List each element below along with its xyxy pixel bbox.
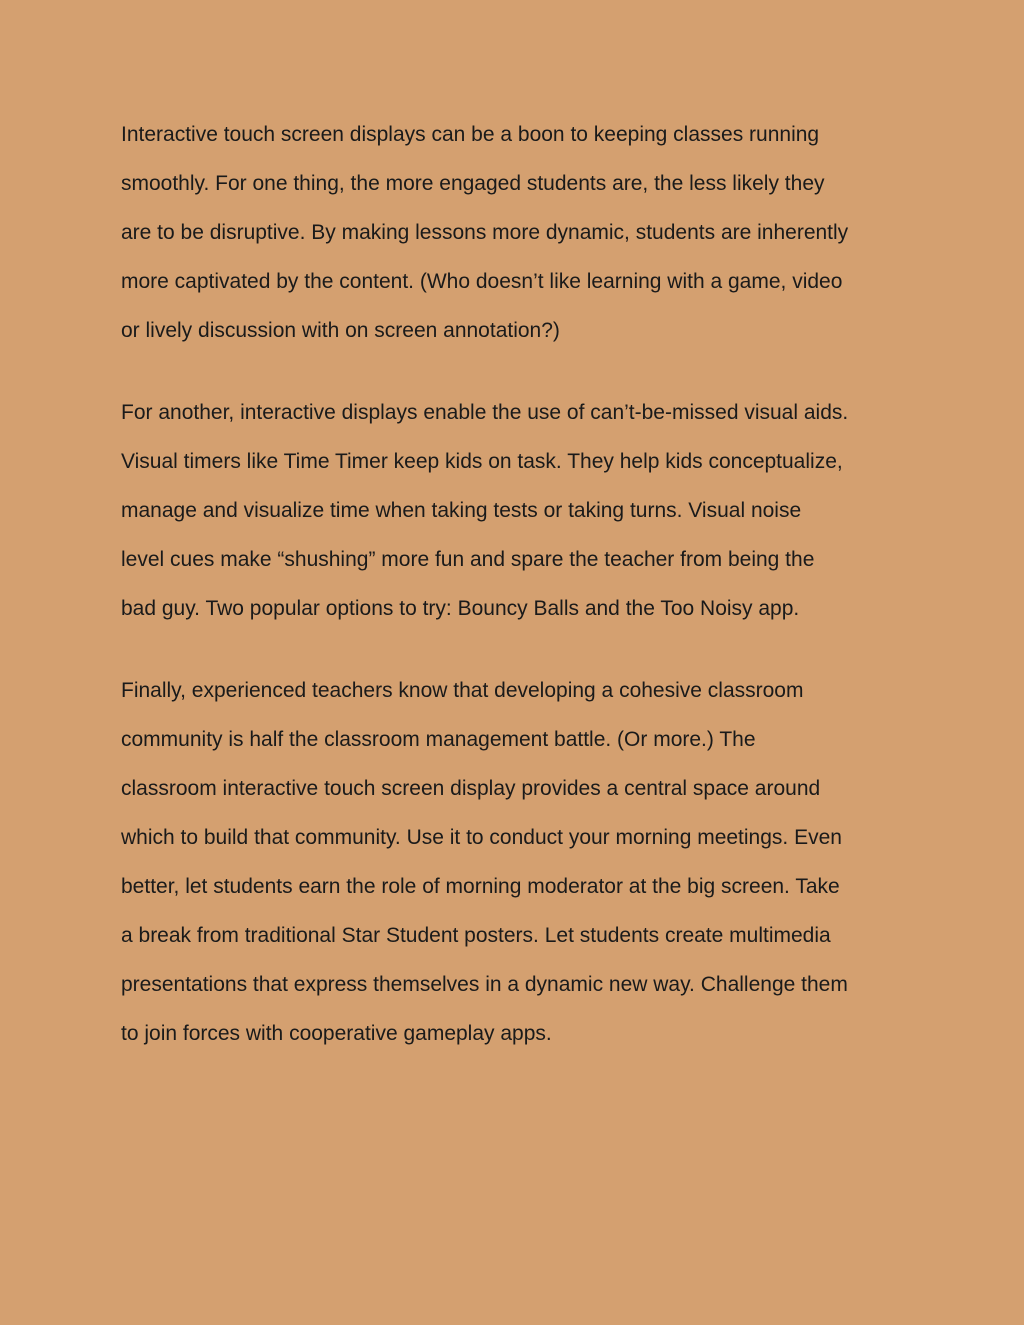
text-line: community is half the classroom management battle. (Or more.) The [121,728,756,751]
text-line: better, let students earn the role of morning moderator at the big screen. Take [121,875,840,898]
text-line: Visual timers like Time Timer keep kids on task. They help kids conceptualize, [121,450,843,473]
paragraph-1 [121,110,904,355]
text-line: level cues make “shushing” more fun and spare the teacher from being the [121,548,815,571]
text-line: manage and visualize time when taking tests or taking turns. Visual noise [121,499,802,522]
text-line: a break from traditional Star Student posters. Let students create multimedia [121,924,831,947]
text-line: more captivated by the content. (Who doesn’t like learning with a game, video [121,270,843,293]
text-line: classroom interactive touch screen display provides a central space around [121,777,821,800]
text-line: For another, interactive displays enable the use of can’t-be-missed visual aids. [121,401,849,424]
text-line: Finally, experienced teachers know that developing a cohesive classroom [121,679,804,702]
text-line: to join forces with cooperative gameplay apps. [121,1022,552,1045]
text-line: bad guy. Two popular options to try: Bouncy Balls and the Too Noisy app. [121,597,800,620]
paragraph-2 [121,388,904,633]
text-line: Interactive touch screen displays can be a boon to keeping classes running [121,123,820,146]
text-line: which to build that community. Use it to conduct your morning meetings. Even [121,826,842,849]
text-line: smoothly. For one thing, the more engaged students are, the less likely they [121,172,825,195]
text-line: are to be disruptive. By making lessons more dynamic, students are inherently [121,221,849,244]
paragraph-3 [121,666,904,1058]
text-line: presentations that express themselves in a dynamic new way. Challenge them [121,973,848,996]
text-line: or lively discussion with on screen annotation?) [121,319,560,342]
